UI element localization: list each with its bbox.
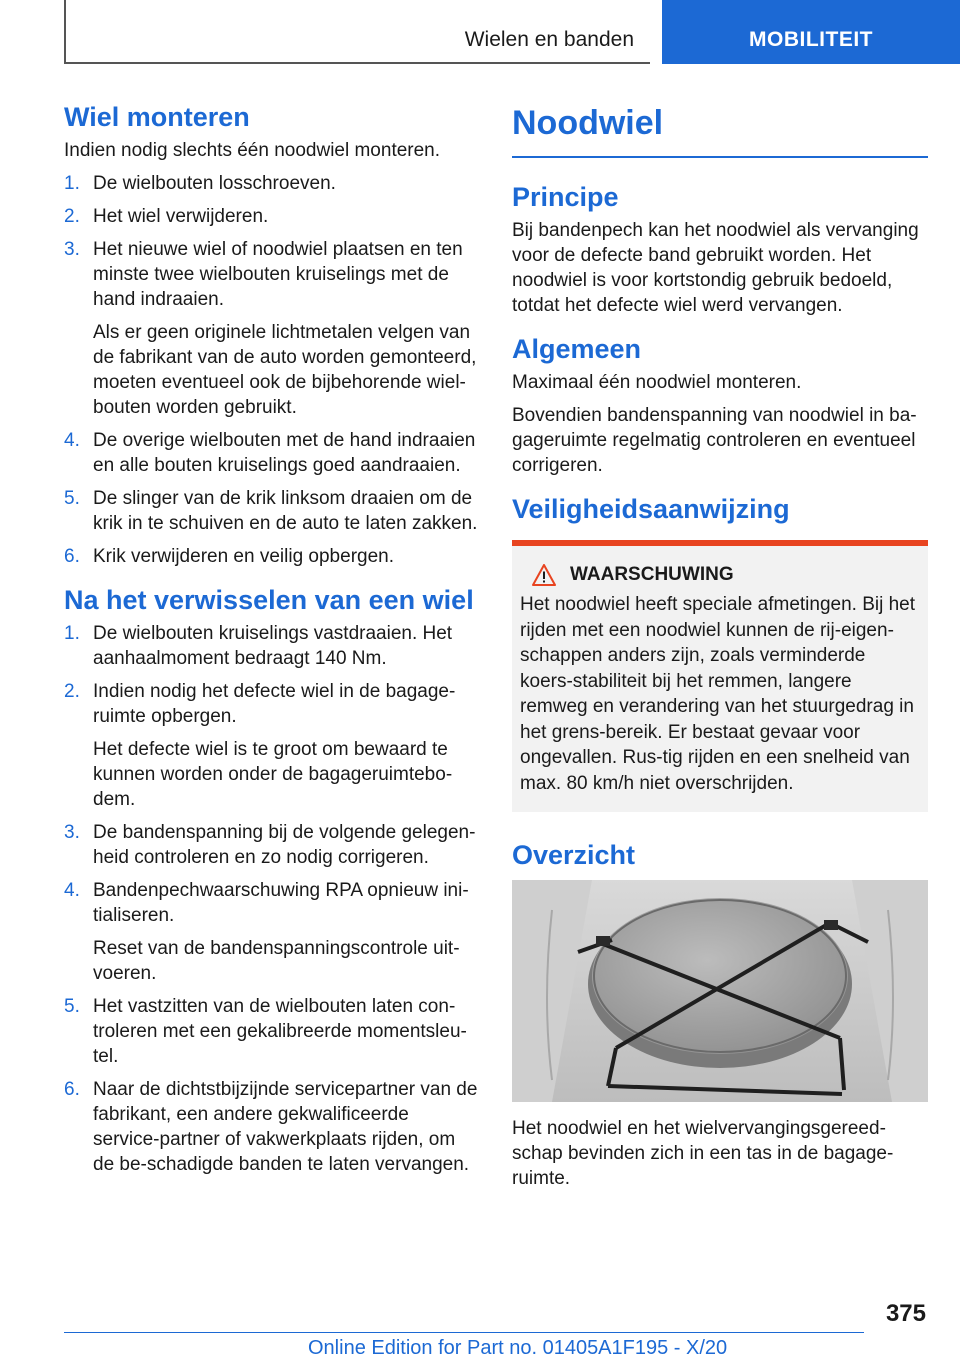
list-item <box>64 204 480 229</box>
step-number: 3. <box>64 239 80 260</box>
list-item <box>64 820 480 870</box>
step-text: Bandenpechwaarschuwing RPA opnieuw ini-tialiseren. <box>93 880 469 926</box>
warning-text: Het noodwiel heeft speciale afmetingen. Bij het rijden met een noodwiel kunnen de rij-eigen-schappen anders zijn, zoals verminderde koers-stabiliteit bij het remmen, langere remweg en verandering van het stuurgedrag in het grens-bereik. Er bestaat gevaar voor ongevallen. Rus-tig rijden en een snelheid van max. 80 km/h niet overschrijden. <box>520 594 916 794</box>
algemeen-text-1: Maximaal één noodwiel monteren. <box>512 372 802 393</box>
principe-text: Bij bandenpech kan het noodwiel als vervanging voor de defecte band gebruikt worden. Het noodwiel is voor kortstondig gebruik bedoeld, totdat het defecte wiel werd vervangen. <box>512 220 919 316</box>
step-text: De wielbouten losschroeven. <box>93 173 336 194</box>
header-left-rule <box>64 0 66 64</box>
heading-principe: Principe <box>512 182 619 212</box>
step-extra-text: Het defecte wiel is te groot om bewaard te kunnen worden onder de bagageruimtebo-dem. <box>93 739 453 810</box>
wiel-monteren-intro: Indien nodig slechts één noodwiel monteren. <box>64 140 441 161</box>
list-item <box>64 1077 480 1177</box>
wiel-monteren-steps <box>64 171 480 569</box>
step-text: Naar de dichtstbijzijnde servicepartner van de fabrikant, een andere gekwalificeerde service-partner of vakwerkplaats rijden, om de be-schadigde banden te laten vervangen. <box>93 1079 478 1175</box>
spare-wheel-photo <box>512 880 928 1102</box>
na-verwisselen-steps <box>64 621 480 1177</box>
list-item <box>64 994 480 1069</box>
footer-edition: Online Edition for Part no. 01405A1F195 - X/20 <box>308 1337 728 1359</box>
step-number: 3. <box>64 822 80 843</box>
step-number: 5. <box>64 996 80 1017</box>
step-number: 4. <box>64 880 80 901</box>
step-text: Het vastzitten van de wielbouten laten con-troleren met een gekalibreerde momentsleu-tel. <box>93 996 467 1067</box>
algemeen-text-2: Bovendien bandenspanning van noodwiel in ba-gageruimte regelmatig controleren en eventueel corrigeren. <box>512 405 917 476</box>
header-section-title: Wielen en banden <box>464 28 634 51</box>
list-item <box>64 237 480 420</box>
step-number: 6. <box>64 1079 80 1100</box>
step-text: De bandenspanning bij de volgende gelegen-heid controleren en zo nodig corrigeren. <box>93 822 476 868</box>
step-number: 5. <box>64 488 80 509</box>
step-number: 4. <box>64 430 80 451</box>
heading-wiel-monteren: Wiel monteren <box>64 102 250 132</box>
step-number: 1. <box>64 173 80 194</box>
overzicht-caption: Het noodwiel en het wielvervangingsgereed-schap bevinden zich in een tas in de bagage-ruimte. <box>512 1118 894 1189</box>
step-text: De overige wielbouten met de hand indraaien en alle bouten kruiselings goed aandraaien. <box>93 430 476 476</box>
step-number: 6. <box>64 546 80 567</box>
step-number: 2. <box>64 206 80 227</box>
page-number: 375 <box>885 1300 926 1327</box>
step-text: De slinger van de krik linksom draaien om de krik in te schuiven en de auto te laten zakken. <box>93 488 478 534</box>
left-column <box>64 100 480 1185</box>
list-item <box>64 171 480 196</box>
header-bottom-rule <box>64 62 650 64</box>
heading-noodwiel: Noodwiel <box>512 100 928 158</box>
step-number: 1. <box>64 623 80 644</box>
list-item <box>64 878 480 986</box>
warning-label: WAARSCHUWING <box>570 564 734 585</box>
list-item <box>64 428 480 478</box>
header-chapter-label: MOBILITEIT <box>749 28 873 51</box>
step-text: Indien nodig het defecte wiel in de bagage-ruimte opbergen. <box>93 681 456 727</box>
step-text: Het nieuwe wiel of noodwiel plaatsen en ten minste twee wielbouten kruiselings met de hand indraaien. <box>93 239 463 310</box>
list-item <box>64 621 480 671</box>
heading-na-verwisselen: Na het verwisselen van een wiel <box>64 585 474 615</box>
warning-triangle-icon <box>532 564 556 586</box>
list-item <box>64 679 480 812</box>
warning-box <box>512 540 928 812</box>
header-chapter-tab <box>662 0 960 64</box>
step-extra-text: Reset van de bandenspanningscontrole uit-voeren. <box>93 938 460 984</box>
heading-overzicht: Overzicht <box>512 840 636 870</box>
step-text: De wielbouten kruiselings vastdraaien. Het aanhaalmoment bedraagt 140 Nm. <box>93 623 453 669</box>
list-item <box>64 486 480 536</box>
heading-algemeen: Algemeen <box>512 334 642 364</box>
warning-header <box>520 564 920 586</box>
footer-rule <box>64 1332 864 1333</box>
heading-veiligheid: Veiligheidsaanwijzing <box>512 494 790 524</box>
step-text: Het wiel verwijderen. <box>93 206 269 227</box>
step-number: 2. <box>64 681 80 702</box>
right-column <box>512 100 928 1199</box>
step-text: Krik verwijderen en veilig opbergen. <box>93 546 394 567</box>
list-item <box>64 544 480 569</box>
step-extra-text: Als er geen originele lichtmetalen velgen van de fabrikant van de auto worden gemonteerd, moeten eventueel ook de bijbehorende wiel-bouten worden gebruikt. <box>93 322 477 418</box>
